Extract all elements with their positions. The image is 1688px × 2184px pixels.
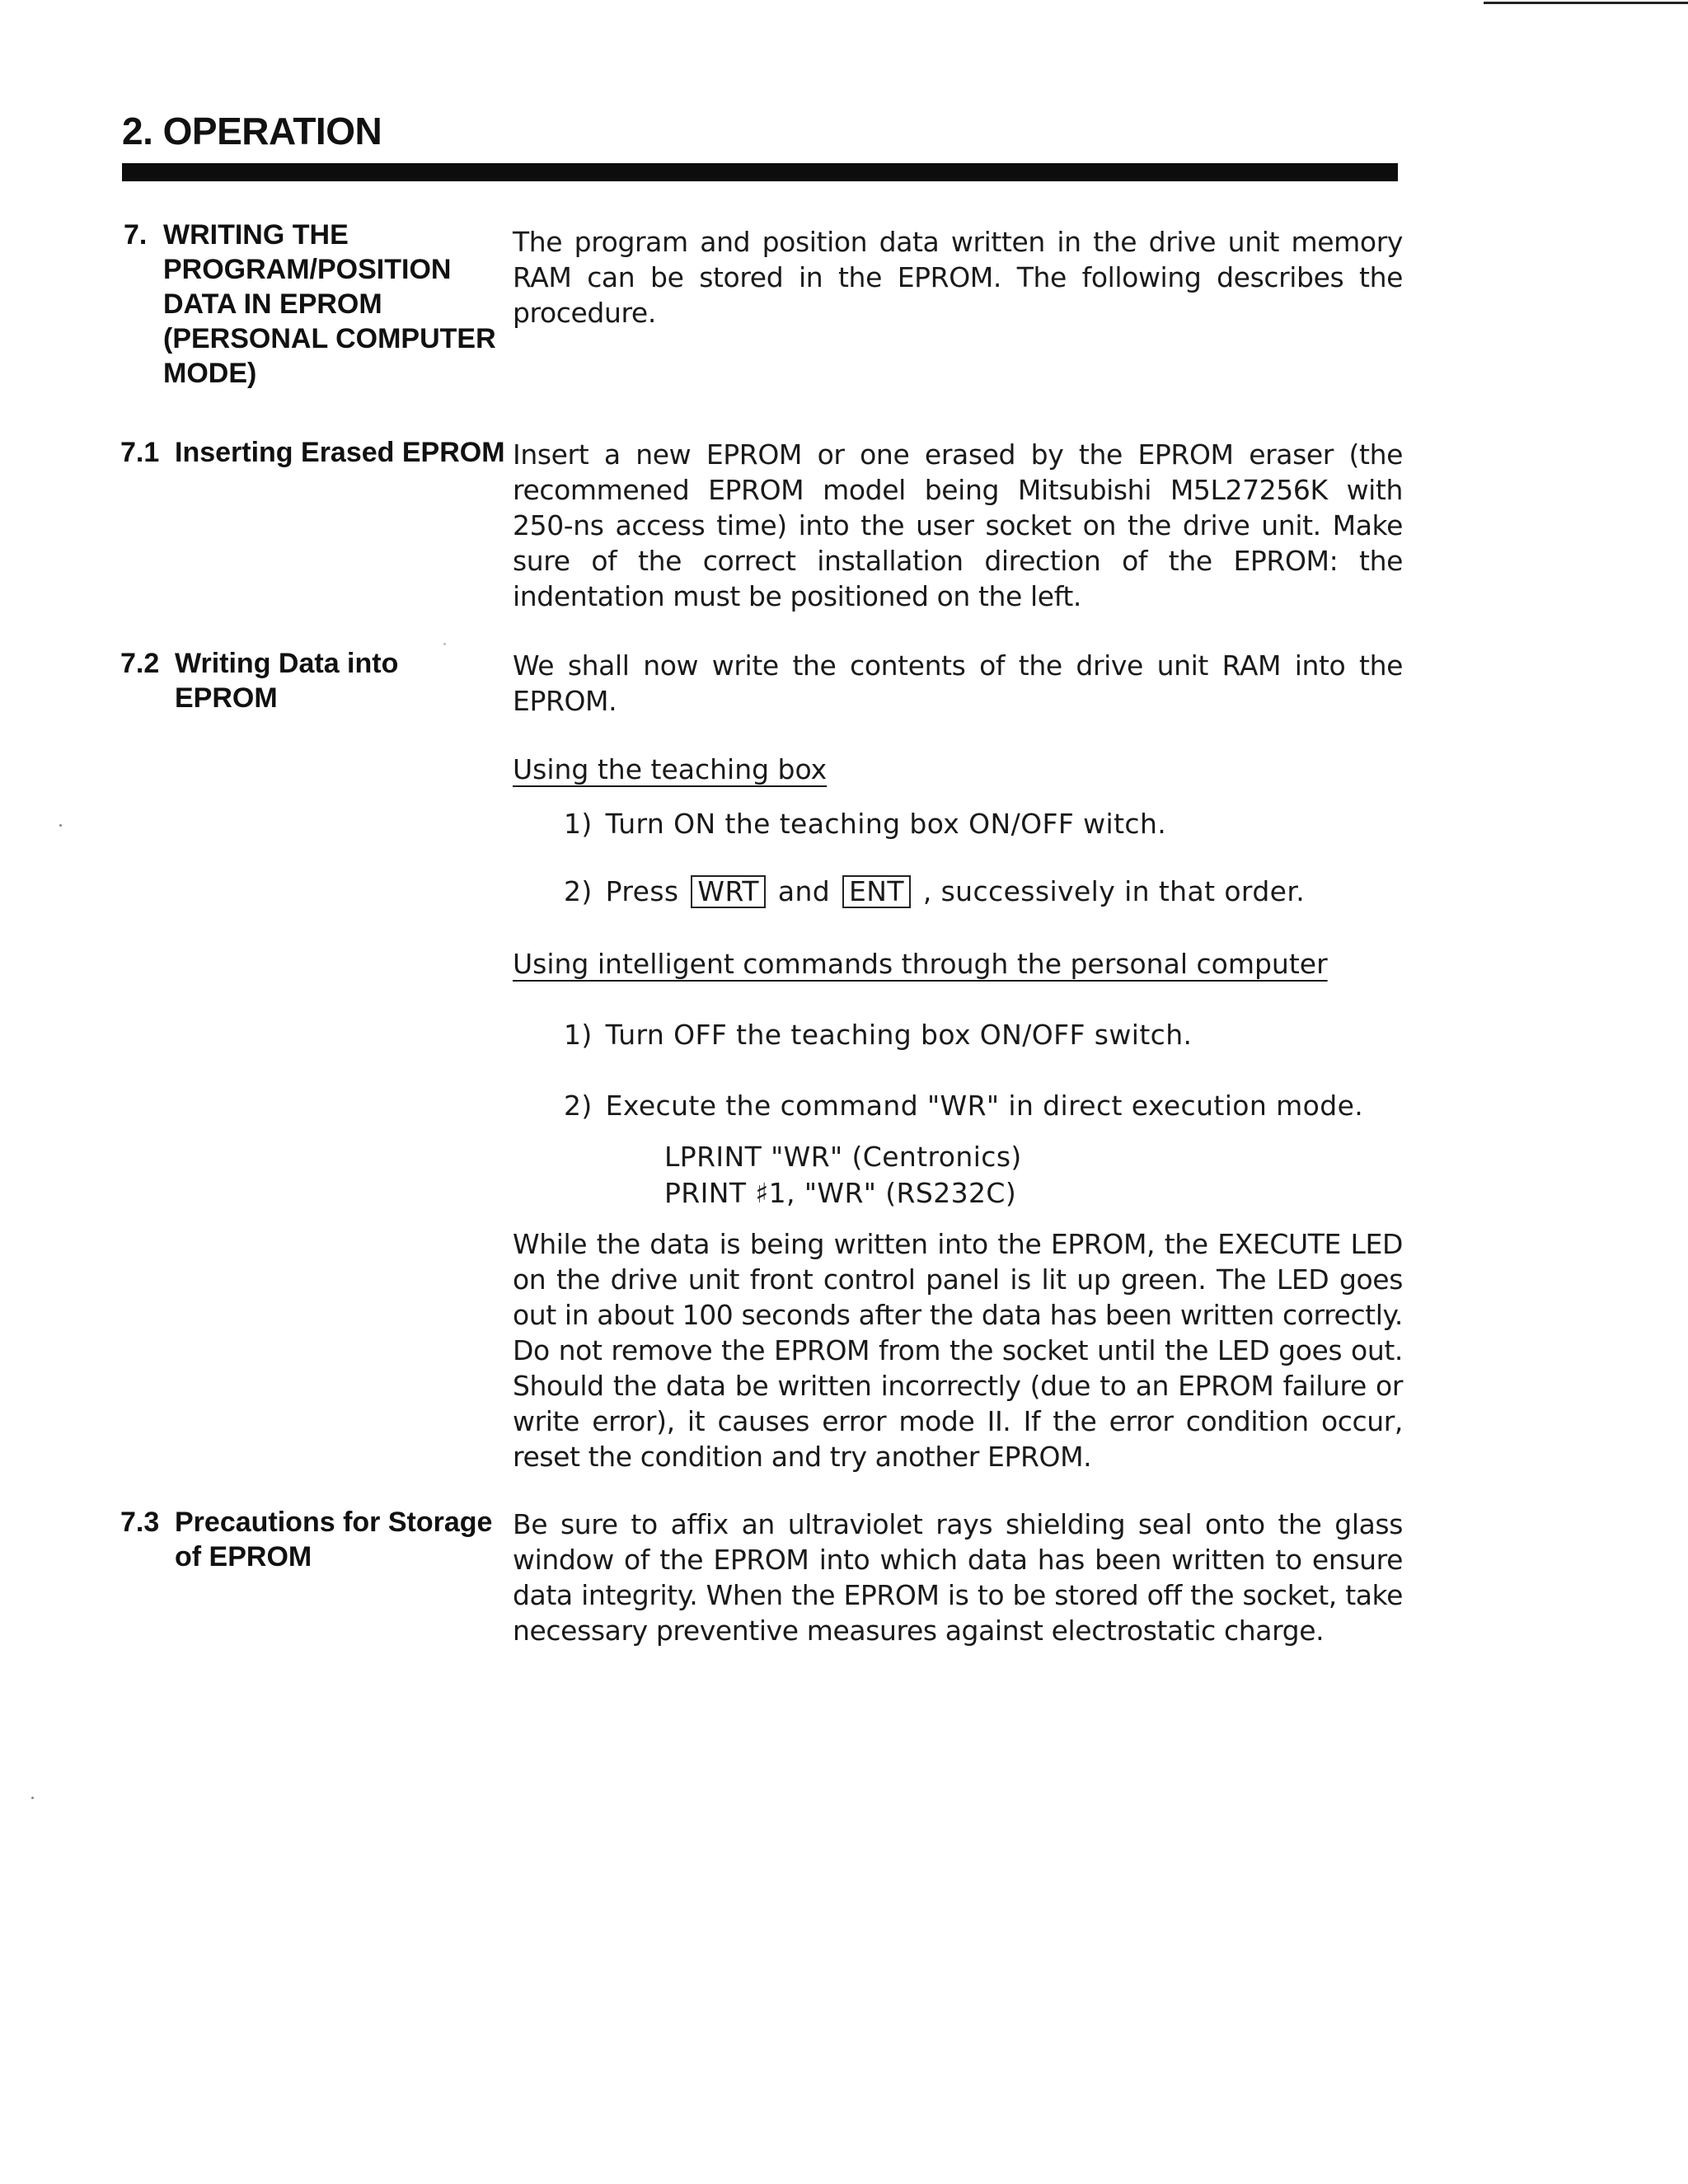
section-7-1-title [175,435,505,470]
body-line: RAM can be stored in the EPROM. The following describes the [513,261,1403,293]
section-7-2-body [513,648,1403,719]
body-line: indentation must be positioned on the left. [513,580,1081,612]
page-title: 2. OPERATION [122,110,382,152]
body-line: Should the data be written incorrectly (due to an EPROM failure or [513,1370,1403,1402]
body-line: write error), it causes error mode II. If the error condition occur, [513,1405,1403,1437]
body-line: data integrity. When the EPROM is to be stored off the socket, take [513,1579,1403,1611]
section-7-3-title [175,1505,492,1574]
step-text: Turn OFF the teaching box ON/OFF switch. [605,1019,1193,1051]
teaching-box-step-1 [564,806,1166,841]
body-line: reset the condition and try another EPROM. [513,1441,1092,1473]
step-text: Turn ON the teaching box ON/OFF witch. [605,808,1167,840]
section-7-1-number: 7.1 [120,437,160,468]
wrt-key: WRT [691,875,766,908]
scan-speck [443,643,446,645]
section-7-3-number: 7.3 [120,1507,160,1538]
command-examples [664,1139,1022,1212]
ent-key: ENT [842,875,911,908]
step-text: Execute the command "WR" in direct execution mode. [605,1090,1364,1122]
section-7-1-title-line: Inserting Erased EPROM [175,437,505,468]
body-line: procedure. [513,297,656,329]
code-line: PRINT ♯1, "WR" (RS232C) [664,1177,1017,1209]
section-7-title-line: DATA IN EPROM [163,288,382,320]
section-7-3-body [513,1507,1403,1648]
pc-commands-heading: Using intelligent commands through the personal computer [513,948,1328,980]
body-line: The program and position data written in the drive unit memory [513,226,1403,258]
step-text: Press [605,875,679,907]
step-text: , successively in that order. [922,875,1306,907]
section-7-1-body [513,437,1403,614]
body-line: Insert a new EPROM or one erased by the EPROM eraser (the [513,438,1403,471]
step-number: 1) [564,1019,593,1051]
body-line: out in about 100 seconds after the data has been written correctly. [513,1299,1404,1331]
section-7-title-line: MODE) [163,358,257,389]
header-bar [122,163,1398,181]
section-7-2-title-line: Writing Data into [175,648,399,679]
step-number: 1) [564,808,593,840]
teaching-box-heading: Using the teaching box [513,753,828,785]
pc-step-1 [564,1017,1192,1052]
section-7-2-number: 7.2 [120,648,160,679]
section-7-title-line: WRITING THE [163,219,349,251]
section-7-body [513,224,1403,330]
section-7-number: 7. [124,219,148,251]
body-line: Be sure to affix an ultraviolet rays shielding seal onto the glass [513,1508,1403,1540]
scan-speck [59,824,62,827]
section-7-title-line: PROGRAM/POSITION [163,254,452,285]
body-line: While the data is being written into the EPROM, the EXECUTE LED [513,1228,1403,1260]
body-line: sure of the correct installation direction of the EPROM: the [513,545,1403,577]
teaching-box-step-2 [564,874,1305,909]
code-line: LPRINT "WR" (Centronics) [664,1141,1022,1173]
section-7-2-title-line: EPROM [175,682,278,714]
body-line: Do not remove the EPROM from the socket until the LED goes out. [513,1334,1403,1366]
step-number: 2) [564,875,593,907]
pc-step-2 [564,1088,1363,1123]
body-line: EPROM. [513,685,617,717]
section-7-title-line: (PERSONAL COMPUTER [163,323,496,354]
body-line: We shall now write the contents of the drive unit RAM into the [513,649,1403,682]
section-7-2-title [175,646,398,715]
body-line: necessary preventive measures against electrostatic charge. [513,1615,1325,1647]
step-number: 2) [564,1090,593,1122]
body-line: recommened EPROM model being Mitsubishi M5L27256K with [513,474,1403,506]
section-7-title [163,218,496,391]
step-text: and [777,875,831,907]
scan-speck [31,1797,34,1799]
section-7-3-title-line: Precautions for Storage [175,1507,493,1538]
section-7-2-note [513,1226,1403,1474]
body-line: 250-ns access time) into the user socket on the drive unit. Make [513,509,1403,541]
body-line: window of the EPROM into which data has been written to ensure [513,1544,1403,1576]
section-7-3-title-line: of EPROM [175,1541,312,1572]
body-line: on the drive unit front control panel is lit up green. The LED goes [513,1263,1403,1296]
top-right-rule [1484,2,1688,4]
